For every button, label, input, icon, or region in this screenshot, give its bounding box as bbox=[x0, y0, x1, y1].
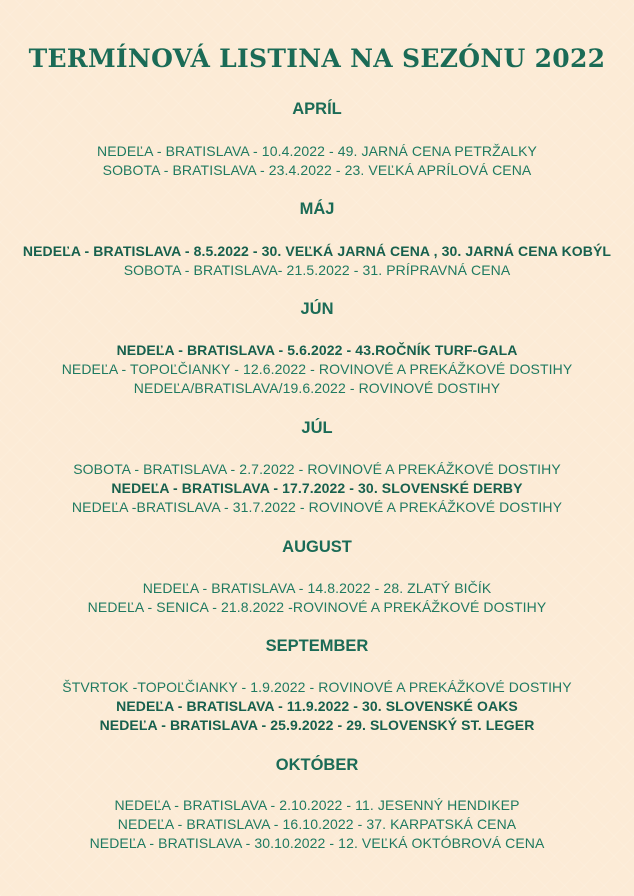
event-line: SOBOTA - BRATISLAVA - 2.7.2022 - ROVINOVÉ A PREKÁŽKOVÉ DOSTIHY bbox=[73, 461, 561, 477]
event-line: NEDEĽA -BRATISLAVA - 31.7.2022 - ROVINOVÉ A PREKÁŽKOVÉ DOSTIHY bbox=[71, 499, 563, 515]
month-heading-june: JÚN bbox=[300, 300, 334, 318]
event-line: NEDEĽA - BRATISLAVA - 30.10.2022 - 12. VEĽKÁ OKTÓBROVÁ CENA bbox=[89, 835, 545, 851]
month-heading-july: JÚL bbox=[301, 419, 333, 437]
month-heading-september: SEPTEMBER bbox=[265, 637, 369, 655]
event-line: NEDEĽA - SENICA - 21.8.2022 -ROVINOVÉ A PREKÁŽKOVÉ DOSTIHY bbox=[87, 599, 547, 615]
event-line: NEDEĽA - TOPOĽČIANKY - 12.6.2022 - ROVINOVÉ A PREKÁŽKOVÉ DOSTIHY bbox=[61, 361, 573, 377]
page-title: TERMÍNOVÁ LISTINA NA SEZÓNU 2022 bbox=[28, 44, 606, 73]
event-line: NEDEĽA - BRATISLAVA - 2.10.2022 - 11. JESENNÝ HENDIKEP bbox=[114, 797, 520, 813]
event-line: NEDEĽA - BRATISLAVA - 17.7.2022 - 30. SLOVENSKÉ DERBY bbox=[111, 480, 523, 496]
event-line: NEDEĽA - BRATISLAVA - 25.9.2022 - 29. SLOVENSKÝ ST. LEGER bbox=[99, 717, 535, 733]
event-line: NEDEĽA - BRATISLAVA - 16.10.2022 - 37. KARPATSKÁ CENA bbox=[117, 816, 517, 832]
event-line: NEDEĽA - BRATISLAVA - 8.5.2022 - 30. VEĽKÁ JARNÁ CENA , 30. JARNÁ CENA KOBÝL bbox=[22, 243, 612, 259]
event-line: NEDEĽA - BRATISLAVA - 14.8.2022 - 28. ZLATÝ BIČÍK bbox=[142, 580, 492, 596]
event-line: ŠTVRTOK -TOPOĽČIANKY - 1.9.2022 - ROVINOVÉ A PREKÁŽKOVÉ DOSTIHY bbox=[62, 679, 572, 695]
event-line: NEDEĽA/BRATISLAVA/19.6.2022 - ROVINOVÉ DOSTIHY bbox=[133, 380, 501, 396]
month-heading-may: MÁJ bbox=[299, 200, 335, 218]
event-line: SOBOTA - BRATISLAVA- 21.5.2022 - 31. PRÍPRAVNÁ CENA bbox=[123, 262, 511, 278]
month-heading-october: OKTÓBER bbox=[275, 756, 359, 774]
month-heading-august: AUGUST bbox=[282, 538, 352, 556]
month-heading-april: APRÍL bbox=[292, 100, 342, 118]
event-line: NEDEĽA - BRATISLAVA - 11.9.2022 - 30. SLOVENSKÉ OAKS bbox=[116, 698, 518, 714]
event-line: SOBOTA - BRATISLAVA - 23.4.2022 - 23. VEĽKÁ APRÍLOVÁ CENA bbox=[102, 162, 532, 178]
event-line: NEDEĽA - BRATISLAVA - 10.4.2022 - 49. JARNÁ CENA PETRŽALKY bbox=[97, 143, 537, 159]
event-line: NEDEĽA - BRATISLAVA - 5.6.2022 - 43.ROČNÍK TURF-GALA bbox=[116, 342, 518, 358]
